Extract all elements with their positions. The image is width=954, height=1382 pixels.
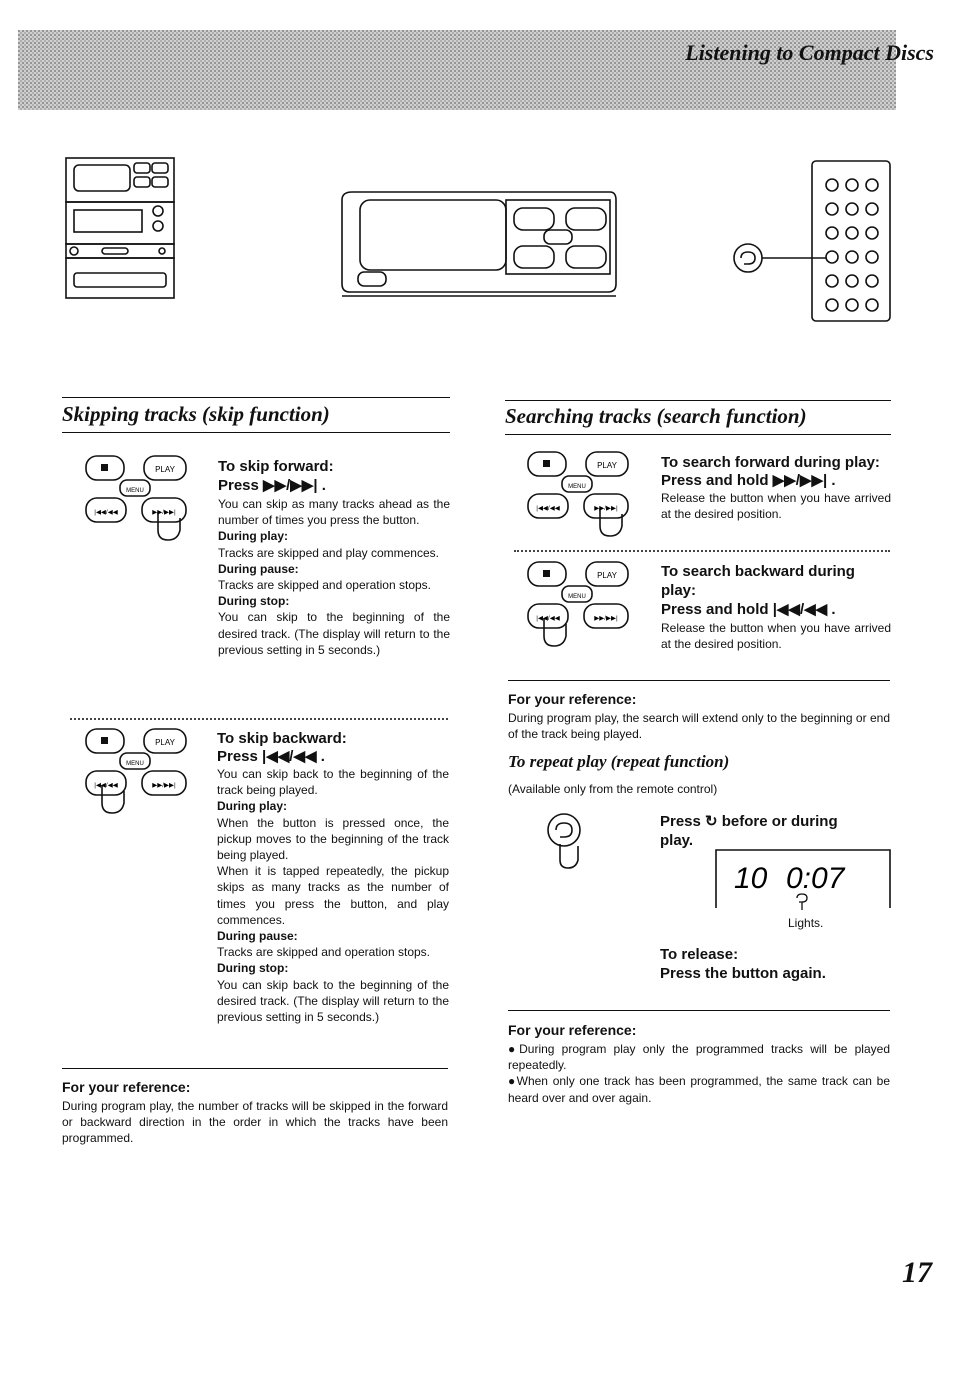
- stop-icon: [543, 460, 550, 467]
- search-forward-heading: To search forward during play:: [661, 454, 880, 471]
- list-item: ●When only one track has been programmed, the same track can be heard over and over again.: [508, 1074, 890, 1105]
- stop-icon: [543, 570, 550, 577]
- search-backward-press: Press and hold |◀◀/◀◀ .: [661, 601, 836, 618]
- search-reference-text: During program play, the search will extend only to the beginning or end of the track being played.: [508, 711, 890, 742]
- section-rule: [505, 434, 891, 435]
- skip-forward-body: You can skip as many tracks ahead as the number of times you press the button. During play: Tracks are skipped and play commences. During pause: Tracks are skipped and operation stops. During stop: You can skip to the beginning of the desired track. (The display will return to the previous setting in 5 seconds.): [218, 497, 450, 657]
- reference-rule: [508, 680, 890, 681]
- play-label: PLAY: [155, 738, 175, 747]
- lights-label: Lights.: [788, 916, 824, 930]
- repeat-reference-list: [508, 1041, 890, 1106]
- list-item: ●During program play only the programmed tracks will be played repeatedly.: [508, 1042, 890, 1073]
- skip-backward-press: Press |◀◀/◀◀ .: [217, 748, 325, 765]
- display-time: 0:07: [786, 862, 845, 895]
- repeat-reference-heading: For your reference:: [508, 1022, 637, 1038]
- search-forward-button-diagram: [522, 448, 634, 540]
- next-icon: ▶▶/▶▶|: [594, 505, 618, 512]
- search-backward-heading: To search backward during: [661, 563, 855, 580]
- skip-backward-heading: To skip backward:: [217, 730, 347, 747]
- reference-rule: [62, 1068, 448, 1069]
- skip-reference-text: During program play, the number of tracks will be skipped in the forward or backward direction in the order in which the tracks have been programmed.: [62, 1099, 448, 1146]
- prev-icon: |◀◀/◀◀: [94, 509, 118, 516]
- skip-forward-press: Press ▶▶/▶▶| .: [218, 477, 326, 494]
- display-track-number: 10: [734, 862, 768, 895]
- repeat-button-hand-icon: [540, 810, 590, 872]
- stereo-system-illustration: [62, 155, 177, 300]
- search-backward-text: Release the button when you have arrived at the desired position.: [661, 621, 891, 652]
- repeat-display-panel: [714, 848, 892, 910]
- menu-label: MENU: [568, 484, 586, 490]
- next-icon: ▶▶/▶▶|: [594, 615, 618, 622]
- search-backward-button-diagram: [522, 558, 634, 650]
- search-forward-press: Press and hold ▶▶/▶▶| .: [661, 472, 836, 489]
- reference-rule: [508, 1010, 890, 1011]
- section-rule: [62, 397, 450, 398]
- page-number: 17: [902, 1256, 932, 1289]
- search-backward-heading-cont: play:: [661, 582, 697, 599]
- stop-icon: [101, 737, 108, 744]
- page-header-title: Listening to Compact Discs: [685, 40, 934, 65]
- play-label: PLAY: [597, 461, 617, 470]
- repeat-indicator-icon: [797, 894, 807, 902]
- repeat-note: (Available only from the remote control): [508, 782, 718, 796]
- section-rule: [505, 400, 891, 401]
- release-text: Press the button again.: [660, 965, 826, 982]
- dotted-divider: [514, 550, 890, 552]
- menu-label: MENU: [126, 488, 144, 494]
- skip-backward-body: You can skip back to the beginning of the track being played. During play: When the button is pressed once, the pickup moves to the beginning of the track being played. When it is tapped repeatedly, the pickup skips as many tracks as the number of times you press the button, and play commences. During pause: Tracks are skipped and operation stops. During stop: You can skip back to the beginning of the desired track. (The display will return to the previous setting in 5 seconds.): [217, 767, 449, 1025]
- release-heading: To release:: [660, 946, 739, 963]
- search-section-title: Searching tracks (search function): [505, 404, 807, 428]
- next-icon: ▶▶/▶▶|: [152, 782, 176, 789]
- remote-control-illustration: [728, 158, 898, 326]
- repeat-subsection-title: To repeat play (repeat function): [508, 752, 730, 771]
- cd-unit-illustration: [338, 188, 620, 303]
- stop-icon: [101, 464, 108, 471]
- search-reference-heading: For your reference:: [508, 691, 637, 707]
- dotted-divider: [70, 718, 448, 720]
- play-label: PLAY: [155, 465, 175, 474]
- prev-icon: |◀◀/◀◀: [536, 615, 560, 622]
- skip-forward-button-diagram: [80, 452, 192, 544]
- repeat-press-line1: Press ↻ before or during: [660, 813, 838, 830]
- skip-section-title: Skipping tracks (skip function): [62, 402, 330, 426]
- next-icon: ▶▶/▶▶|: [152, 509, 176, 516]
- menu-label: MENU: [568, 594, 586, 600]
- menu-label: MENU: [126, 761, 144, 767]
- play-label: PLAY: [597, 571, 617, 580]
- prev-icon: |◀◀/◀◀: [536, 505, 560, 512]
- skip-backward-button-diagram: [80, 725, 192, 817]
- section-rule: [62, 432, 450, 433]
- repeat-press-line2: play.: [660, 832, 694, 849]
- skip-forward-heading: To skip forward:: [218, 458, 334, 475]
- search-forward-text: Release the button when you have arrived at the desired position.: [661, 491, 891, 522]
- skip-reference-heading: For your reference:: [62, 1079, 191, 1095]
- prev-icon: |◀◀/◀◀: [94, 782, 118, 789]
